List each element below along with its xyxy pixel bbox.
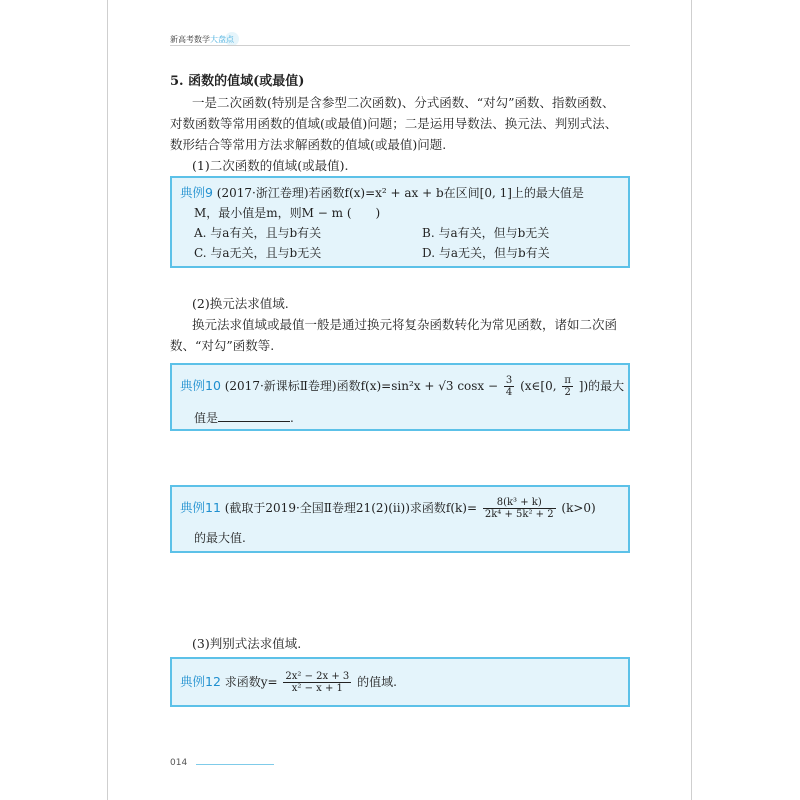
example-12-fraction bbox=[283, 671, 351, 694]
page-number: 014 bbox=[170, 758, 188, 768]
option-b: B. 与a有关，但与b无关 bbox=[422, 226, 550, 240]
fraction-denominator: 4 bbox=[505, 387, 513, 398]
example-9-box bbox=[170, 176, 630, 268]
example-9-stem-cont: M，最小值是m，则M − m ( ) bbox=[194, 206, 381, 220]
subsection-2-text-1: 换元法求值域或最值一般是通过换元将复杂函数转化为常见函数，诸如二次函 bbox=[192, 317, 618, 332]
subsection-2: (2)换元法求值域. bbox=[192, 296, 289, 311]
example-10-pi-fraction bbox=[562, 375, 573, 398]
fraction-numerator: 2x² − 2x + 3 bbox=[285, 671, 350, 682]
fraction-numerator: 3 bbox=[505, 375, 513, 386]
example-9-stem: (2017·浙江卷理)若函数f(x)=x² + ax + b在区间[0, 1]上的最大值是 bbox=[216, 186, 584, 200]
intro-line-3: 数形结合等常用方法求解函数的值域(或最值)问题. bbox=[170, 137, 447, 152]
intro-line-1: 一是二次函数(特别是含参型二次函数)、分式函数、“对勾”函数、指数函数、 bbox=[192, 95, 615, 110]
example-10-stem-cont: 值是 bbox=[194, 411, 219, 425]
option-d: D. 与a无关，但与b有关 bbox=[422, 246, 550, 260]
example-10-stem: (2017·新课标Ⅱ卷理)函数f(x)=sin²x + √3 cosx − bbox=[224, 379, 499, 393]
footer-rule bbox=[196, 764, 274, 765]
example-12-box bbox=[170, 657, 630, 707]
example-12-suffix: 的值域. bbox=[357, 675, 397, 689]
example-12-tag: 典例12 bbox=[180, 674, 221, 689]
subsection-2-text-2: 数、“对勾”函数等. bbox=[170, 338, 275, 353]
example-10-domain: (x∈[0, bbox=[520, 379, 557, 393]
example-11-fraction bbox=[483, 497, 556, 520]
answer-blank bbox=[218, 409, 290, 422]
section-title: 5. 函数的值域(或最值) bbox=[170, 74, 305, 89]
example-10-tag: 典例10 bbox=[180, 378, 221, 393]
book-title: 新高考数学 bbox=[170, 35, 210, 44]
fraction-numerator: π bbox=[564, 375, 571, 386]
example-9-tag: 典例9 bbox=[180, 185, 213, 200]
example-11-stem: (截取于2019·全国Ⅱ卷理21(2)(ii))求函数f(k)= bbox=[224, 501, 478, 515]
example-11-stem-cont: 的最大值. bbox=[194, 531, 246, 545]
intro-line-2: 对数函数等常用函数的值域(或最值)问题；二是运用导数法、换元法、判别式法、 bbox=[170, 116, 618, 131]
option-a: A. 与a有关，且与b有关 bbox=[194, 226, 322, 240]
fraction-numerator: 8(k³ + k) bbox=[483, 497, 556, 509]
example-11-suffix: (k>0) bbox=[561, 501, 596, 515]
running-header bbox=[170, 34, 234, 45]
example-10-box: 典例10 (2017·新课标Ⅱ卷理)函数f(x)=sin²x + √3 cosx − $\frac{3}{4}$ (x∈[0, $\frac{\pi}{2}$ ])的最大 值是 . bbox=[170, 363, 630, 431]
header-rule bbox=[170, 45, 630, 46]
fraction-denominator: 2 bbox=[564, 387, 571, 398]
example-10-suffix: ])的最大 bbox=[578, 379, 625, 393]
book-title-accent: 大盘点 bbox=[210, 35, 234, 44]
option-c: C. 与a无关，且与b无关 bbox=[194, 246, 322, 260]
example-12-stem: 求函数y= bbox=[224, 675, 278, 689]
example-11-tag: 典例11 bbox=[180, 500, 221, 515]
fraction-denominator: 2k⁴ + 5k² + 2 bbox=[484, 509, 554, 520]
subsection-3: (3)判别式法求值域. bbox=[192, 636, 302, 651]
fraction-denominator: x² − x + 1 bbox=[291, 683, 343, 694]
example-10-fraction bbox=[504, 375, 514, 398]
subsection-1: (1)二次函数的值域(或最值). bbox=[192, 158, 349, 173]
example-11-box bbox=[170, 485, 630, 553]
